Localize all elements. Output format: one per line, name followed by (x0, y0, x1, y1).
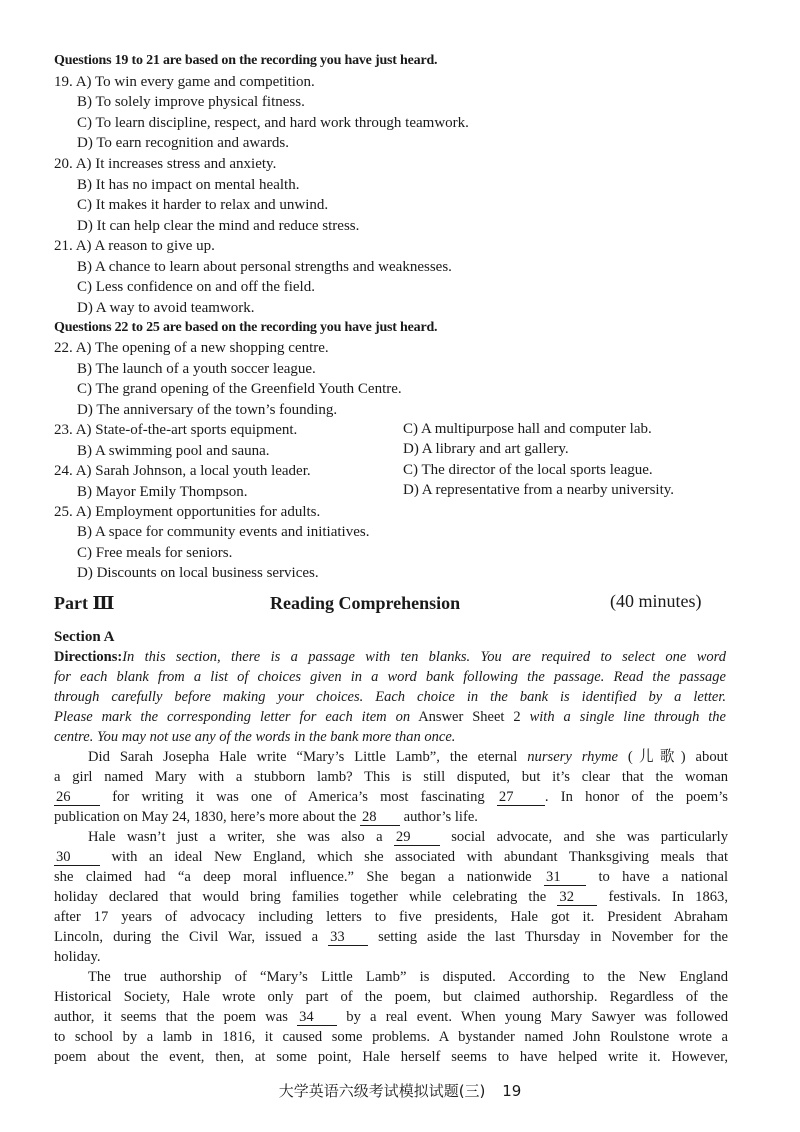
option-text: Mayor Emily Thompson. (95, 484, 248, 500)
option-text: The anniversary of the town’s founding. (96, 402, 338, 418)
blank-31[interactable]: 31 (544, 869, 586, 886)
directions-line-1 (54, 647, 726, 667)
option-text: To learn discipline, respect, and hard work through teamwork. (95, 115, 469, 131)
option-text: A multipurpose hall and computer lab. (420, 421, 652, 437)
option-letter: B) (77, 443, 92, 459)
option-letter: D) (403, 482, 419, 498)
exam-title: 大学英语六级考试模拟试题(三) (278, 1082, 486, 1100)
passage-text: she claimed had “a deep moral influence.” She began a nationwide (54, 869, 545, 885)
passage-p2-line-1 (54, 827, 728, 847)
passage-text: to have a national (586, 869, 728, 885)
question-23-option-b (77, 441, 270, 461)
option-letter: C) (77, 381, 92, 397)
option-text: Less confidence on and off the field. (95, 279, 315, 295)
option-text: State-of-the-art sports equipment. (95, 422, 298, 438)
part-label: Part Ⅲ (54, 593, 115, 613)
passage-p1-line-1 (54, 747, 728, 767)
option-text: It makes it harder to relax and unwind. (95, 197, 329, 213)
passage-text: publication on May 24, 1830, here’s more about the (54, 809, 360, 825)
option-letter: C) (77, 115, 92, 131)
blank-28[interactable]: 28 (360, 809, 400, 826)
question-20-option-a (54, 154, 276, 174)
part-time: (40 minutes) (610, 591, 702, 611)
option-text: The opening of a new shopping centre. (95, 340, 329, 356)
passage-text: author, it seems that the poem was (54, 1009, 298, 1025)
blank-32[interactable]: 32 (557, 889, 597, 906)
passage-text: setting aside the last Thursday in November for the (368, 929, 728, 945)
option-letter: C) (77, 197, 92, 213)
passage-p2-line-3 (54, 867, 728, 887)
question-25-option-b (77, 522, 369, 542)
passage-text: social advocate, and she was particularly (439, 829, 728, 845)
option-text: A library and art gallery. (421, 441, 569, 457)
option-text: To win every game and competition. (95, 74, 315, 90)
passage-text: festivals. In 1863, (597, 889, 728, 905)
question-19-option-b (77, 92, 305, 112)
option-letter: A) (75, 238, 92, 254)
option-text: To earn recognition and awards. (96, 135, 289, 151)
question-23-option-d (403, 439, 569, 459)
option-text: Employment opportunities for adults. (95, 504, 321, 520)
blank-29[interactable]: 29 (394, 829, 440, 846)
directions-text: Please mark the corresponding letter for each item on (54, 709, 411, 725)
question-21-option-d (77, 298, 254, 318)
option-letter: B) (77, 361, 92, 377)
option-text: A swimming pool and sauna. (94, 443, 270, 459)
question-group-header: Questions 22 to 25 are based on the recording you have just heard. (54, 320, 438, 335)
directions-line-5 (54, 727, 726, 747)
question-number: 21. (54, 238, 73, 254)
passage-text: . In honor of the poem’s (544, 789, 728, 805)
passage-text: Hale wasn’t just a writer, she was also a (88, 829, 394, 845)
directions-text: with a single line through the (529, 709, 726, 725)
passage-p1-line-2: a girl named Mary with a stubborn lamb? This is still disputed, but it’s clear that the woman (54, 769, 728, 785)
question-21-option-c (77, 277, 315, 297)
passage-italic: nursery rhyme (527, 749, 618, 765)
option-letter: A) (75, 463, 92, 479)
option-text: A reason to give up. (94, 238, 215, 254)
question-22-option-d (77, 400, 337, 420)
question-number: 19. (54, 74, 73, 90)
blank-33[interactable]: 33 (328, 929, 368, 946)
option-text: To solely improve physical fitness. (95, 94, 305, 110)
question-24-option-c (403, 460, 653, 480)
option-text: The director of the local sports league. (421, 462, 653, 478)
question-24-option-d (403, 480, 674, 500)
option-text: Free meals for seniors. (95, 545, 233, 561)
option-text: A way to avoid teamwork. (95, 300, 255, 316)
passage-text: Did Sarah Josepha Hale write “Mary’s Little Lamb”, the eternal (88, 749, 528, 765)
option-letter: D) (77, 402, 93, 418)
option-letter: D) (403, 441, 419, 457)
blank-34[interactable]: 34 (297, 1009, 337, 1026)
passage-text: (儿歌) about (617, 749, 728, 765)
blank-30[interactable]: 30 (54, 849, 100, 866)
option-letter: B) (77, 524, 92, 540)
directions-line-3 (54, 687, 726, 707)
directions-text: for each blank from a list of choices given in a word bank following the passage. Read the passage (54, 669, 726, 685)
option-letter: C) (403, 462, 418, 478)
option-text: Sarah Johnson, a local youth leader. (95, 463, 311, 479)
question-20-option-c (77, 195, 328, 215)
question-21-option-a (54, 236, 215, 256)
option-text: A space for community events and initiatives. (94, 524, 370, 540)
answer-sheet-ref: Answer Sheet 2 (418, 709, 521, 725)
question-22-option-c (77, 379, 402, 399)
option-text: The launch of a youth soccer league. (95, 361, 316, 377)
passage-p2-line-4 (54, 887, 728, 907)
passage-p2-line-6 (54, 927, 728, 947)
option-text: A representative from a nearby university. (421, 482, 675, 498)
option-text: It increases stress and anxiety. (95, 156, 277, 172)
question-20-option-b (77, 175, 299, 195)
question-24-option-a (54, 461, 311, 481)
option-text: It has no impact on mental health. (95, 177, 300, 193)
blank-26[interactable]: 26 (54, 789, 100, 806)
directions-line-4 (54, 707, 726, 727)
option-letter: D) (77, 218, 93, 234)
question-number: 22. (54, 340, 73, 356)
passage-p3-line-5: poem about the event, then, at some point, Hale herself seems to have helped write it. However, (54, 1049, 728, 1065)
option-letter: D) (77, 300, 93, 316)
passage-text: holiday declared that would bring families together while celebrating the (54, 889, 558, 905)
question-19-option-a (54, 72, 315, 92)
passage-p2-line-2 (54, 847, 728, 867)
option-letter: C) (77, 279, 92, 295)
directions-text: centre. You may not use any of the words in the bank more than once. (54, 729, 456, 745)
question-19-option-c (77, 113, 469, 133)
option-text: Discounts on local business services. (96, 565, 319, 581)
passage-text: with an ideal New England, which she associated with abundant Thanksgiving meals that (100, 849, 728, 865)
directions-text: through carefully before making your choices. Each choice in the bank is identified by a letter. (54, 689, 726, 705)
question-21-option-b (77, 257, 452, 277)
passage-p2-line-7: holiday. (54, 949, 101, 965)
option-letter: A) (75, 504, 92, 520)
passage-p3-line-3 (54, 1007, 728, 1027)
question-24-option-b (77, 482, 248, 502)
page-number: 19 (502, 1082, 522, 1100)
question-number: 25. (54, 504, 73, 520)
question-23-option-c (403, 419, 652, 439)
passage-p2-line-5: after 17 years of advocacy including letters to five presidents, Hale got it. President Abraham (54, 909, 728, 925)
option-letter: B) (77, 484, 92, 500)
option-text: The grand opening of the Greenfield Youth Centre. (95, 381, 402, 397)
question-number: 20. (54, 156, 73, 172)
section-title: Section A (54, 629, 115, 645)
option-letter: B) (77, 94, 92, 110)
passage-p3-line-2: Historical Society, Hale wrote only part of the poem, but claimed authorship. Regardless of the (54, 989, 728, 1005)
passage-text: for writing it was one of America’s most fascinating (100, 789, 497, 805)
passage-p3-line-1: The true authorship of “Mary’s Little Lamb” is disputed. According to the New England (88, 969, 728, 985)
directions-line-2 (54, 667, 726, 687)
question-23-option-a (54, 420, 297, 440)
option-text: It can help clear the mind and reduce stress. (96, 218, 360, 234)
question-25-option-d (77, 563, 319, 583)
option-letter: A) (75, 340, 92, 356)
passage-text: Lincoln, during the Civil War, issued a (54, 929, 329, 945)
directions-text: In this section, there is a passage with ten blanks. You are required to select one word (122, 649, 726, 665)
option-letter: C) (403, 421, 418, 437)
passage-p1-line-4 (54, 807, 728, 827)
directions-label: Directions: (54, 649, 123, 665)
blank-27[interactable]: 27 (497, 789, 545, 806)
option-letter: A) (75, 74, 92, 90)
option-letter: B) (77, 177, 92, 193)
page-footer (0, 1080, 800, 1101)
option-letter: A) (75, 422, 92, 438)
option-letter: D) (77, 135, 93, 151)
question-19-option-d (77, 133, 289, 153)
question-25-option-a (54, 502, 320, 522)
question-number: 24. (54, 463, 73, 479)
question-22-option-b (77, 359, 316, 379)
passage-text: by a real event. When young Mary Sawyer was followed (337, 1009, 728, 1025)
question-number: 23. (54, 422, 73, 438)
passage-p1-line-3 (54, 787, 728, 807)
question-20-option-d (77, 216, 359, 236)
option-letter: C) (77, 545, 92, 561)
option-letter: D) (77, 565, 93, 581)
part-title: Reading Comprehension (270, 593, 461, 613)
option-letter: A) (75, 156, 92, 172)
passage-text: author’s life. (400, 809, 478, 825)
question-22-option-a (54, 338, 329, 358)
option-letter: B) (77, 259, 92, 275)
question-25-option-c (77, 543, 232, 563)
passage-p3-line-4: to school by a lamb in 1816, it caused some problems. A bystander named John Roulstone wrote a (54, 1029, 728, 1045)
question-group-header: Questions 19 to 21 are based on the recording you have just heard. (54, 53, 438, 68)
option-text: A chance to learn about personal strengths and weaknesses. (94, 259, 452, 275)
